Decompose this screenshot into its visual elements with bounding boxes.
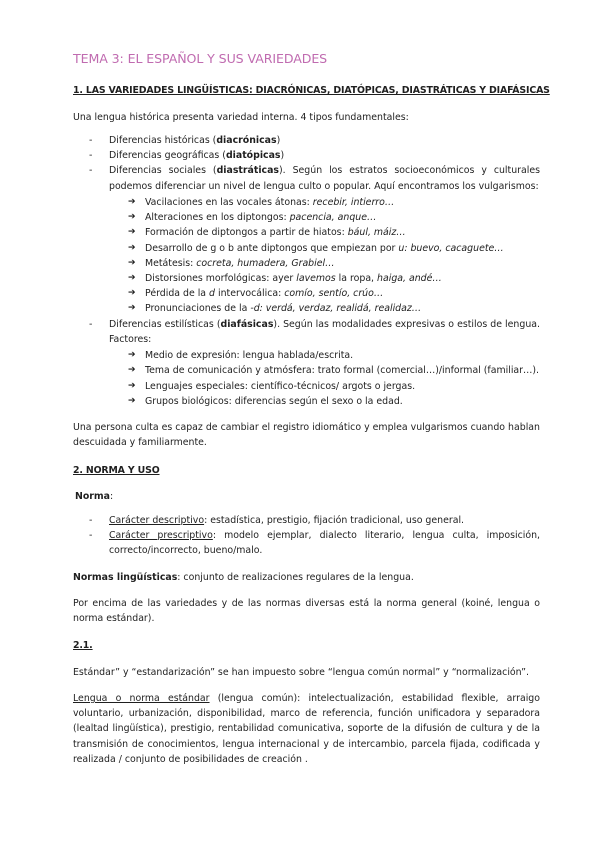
dash-marker: - bbox=[89, 150, 93, 162]
estandar-paragraph: Estándar” y “estandarización” se han impuesto sobre “lengua común normal” y “normalización”. bbox=[73, 666, 529, 678]
list-item: - Diferencias geográficas (diatópicas) bbox=[73, 148, 540, 163]
list-item: ➔ Lenguajes especiales: científico-técnicos/ argots o jergas. bbox=[128, 380, 416, 392]
variety-list bbox=[73, 133, 540, 194]
list-item: ➔ Vacilaciones en las vocales átonas: recebir, intierro… bbox=[128, 196, 395, 208]
arrow-icon: ➔ bbox=[128, 257, 136, 268]
list-item: ➔ Distorsiones morfológicas: ayer lavemos la ropa, haiga, andé… bbox=[128, 272, 442, 284]
arrow-icon: ➔ bbox=[128, 242, 136, 253]
norma-label-line: Norma: bbox=[75, 490, 114, 502]
list-item: - Diferencias estilísticas (diafásicas). Según las modalidades expresivas o estilos de lengua. Factores: bbox=[89, 318, 540, 345]
section-1-closing: Una persona culta es capaz de cambiar el registro idiomático y emplea vulgarismos cuando hablan descuidada y familiarmente. bbox=[73, 422, 540, 449]
list-item: ➔ Formación de diptongos a partir de hiatos: bául, máiz… bbox=[128, 227, 406, 239]
arrow-icon: ➔ bbox=[128, 303, 136, 314]
list-item: ➔ Alteraciones en los diptongos: pacencia, anque… bbox=[128, 212, 377, 224]
arrow-icon: ➔ bbox=[128, 196, 136, 207]
arrow-icon: ➔ bbox=[128, 288, 136, 299]
dash-marker: - bbox=[89, 318, 93, 330]
list-item: ➔ Tema de comunicación y atmósfera: trato formal (comercial…)/informal (familiar…). bbox=[128, 365, 540, 377]
list-item: - Carácter prescriptivo: modelo ejemplar, dialecto literario, lengua culta, imposición, correcto/incorrecto, bueno/malo. bbox=[89, 530, 541, 557]
list-item: ➔ Metátesis: cocreta, humadera, Grabiel… bbox=[128, 257, 335, 269]
section-1-heading: 1. LAS VARIEDADES LINGÜÍSTICAS: DIACRÓNICAS, DIATÓPICAS, DIASTRÁTICAS Y DIAFÁSICAS bbox=[73, 85, 550, 97]
normas-linguisticas: Normas lingüísticas: conjunto de realizaciones regulares de la lengua. bbox=[73, 571, 414, 583]
arrow-icon: ➔ bbox=[128, 350, 136, 361]
arrow-icon: ➔ bbox=[128, 212, 136, 223]
lengua-estandar-paragraph: Lengua o norma estándar (lengua común): intelectualización, estabilidad flexible, arraigo voluntario, urbanización, disponibilidad, marco de referencia, función unificadora y separadora (lealtad lingüística), prestigio, rentabilidad comunicativa, soporte de la difusión de cultura y de la transmisión de conocimientos, lengua internacional y de intercambio, parcela fijada, codificada y realizada / conjunto de posibilidades de creación . bbox=[73, 692, 540, 765]
norma-list bbox=[73, 513, 540, 559]
list-item: - Diferencias históricas (diacrónicas) bbox=[73, 133, 540, 148]
variety-list-continued bbox=[73, 317, 540, 347]
section-2-heading: 2. NORMA Y USO bbox=[73, 464, 160, 476]
dash-marker: - bbox=[89, 134, 93, 146]
arrow-icon: ➔ bbox=[128, 272, 136, 283]
list-item: - Diferencias sociales (diastráticas). Según los estratos socioeconómicos y culturales podemos diferenciar un nivel de lengua culto o popular. Aquí encontramos los vulgarismos: bbox=[89, 165, 540, 192]
list-item: ➔ Grupos biológicos: diferencias según el sexo o la edad. bbox=[128, 395, 403, 407]
section-2-1-heading: 2.1. bbox=[73, 640, 93, 652]
page-title: TEMA 3: EL ESPAÑOL Y SUS VARIEDADES bbox=[73, 51, 328, 66]
dash-marker: - bbox=[89, 515, 93, 527]
list-item: ➔ Medio de expresión: lengua hablada/escrita. bbox=[128, 350, 354, 362]
dash-marker: - bbox=[89, 165, 93, 177]
dash-marker: - bbox=[89, 530, 93, 542]
list-item: ➔ Pérdida de la d intervocálica: comío, sentío, crúo… bbox=[128, 288, 384, 300]
norma-general-paragraph: Por encima de las variedades y de las normas diversas está la norma general (koiné, lengua o norma estándar). bbox=[73, 597, 540, 625]
list-item: ➔ Desarrollo de g o b ante diptongos que empiezan por u: buevo, cacaguete… bbox=[128, 242, 504, 254]
list-item: - Carácter descriptivo: estadística, prestigio, fijación tradicional, uso general. bbox=[73, 513, 540, 528]
arrow-icon: ➔ bbox=[128, 365, 136, 376]
factor-list bbox=[73, 348, 540, 409]
vulgarism-list bbox=[73, 195, 540, 317]
arrow-icon: ➔ bbox=[128, 227, 136, 238]
arrow-icon: ➔ bbox=[128, 380, 136, 391]
section-1-intro: Una lengua histórica presenta variedad interna. 4 tipos fundamentales: bbox=[73, 111, 409, 123]
arrow-icon: ➔ bbox=[128, 395, 136, 406]
list-item: ➔ Pronunciaciones de la -d: verdá, verdaz, realidá, realidaz… bbox=[128, 303, 422, 315]
